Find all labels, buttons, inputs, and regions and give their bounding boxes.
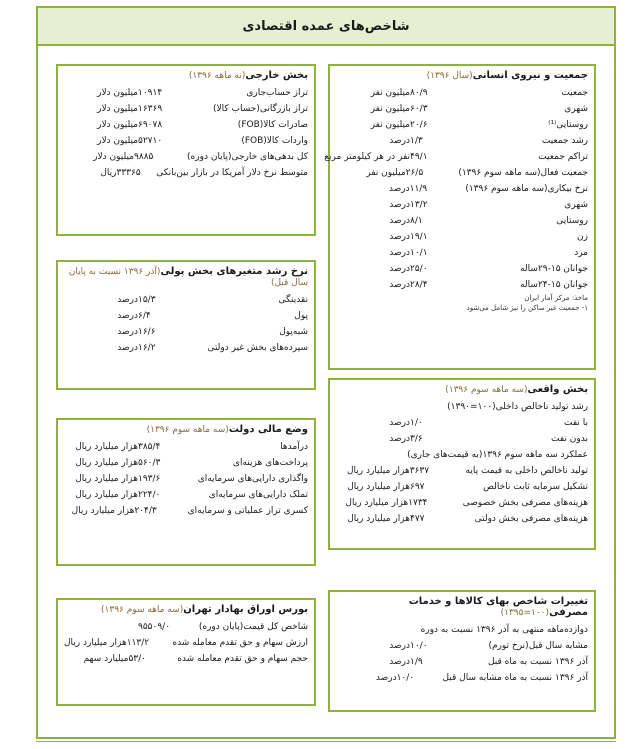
real-sector-row xyxy=(336,511,588,527)
real-sector-row-label: هزینه‌های مصرفی بخش دولتی xyxy=(474,514,588,524)
external-row xyxy=(64,101,308,117)
population-title-text: جمعیت و نیروی انسانی xyxy=(472,70,588,81)
external-row-value: ۵۲۷۱۰ xyxy=(138,136,163,146)
external-row xyxy=(64,165,308,181)
external-sector-section xyxy=(56,64,316,236)
monetary-row-unit: درصد xyxy=(117,343,138,353)
population-row xyxy=(336,165,588,181)
stock-row-value: ۱۱۳/۲ xyxy=(126,638,150,648)
fiscal-row xyxy=(64,503,308,519)
population-row-unit: درصد xyxy=(388,184,410,194)
real-sector-row-unit: هزار میلیارد ریال xyxy=(347,482,410,492)
fiscal-row xyxy=(64,471,308,487)
monetary-row-unit: درصد xyxy=(117,295,138,305)
monetary-row-label: پول xyxy=(294,311,308,321)
real-sector-row xyxy=(336,399,588,415)
population-row xyxy=(336,133,588,149)
population-row-label: جوانان ۱۵-۲۹ساله xyxy=(520,264,588,274)
fiscal-row-label: تملک دارایی‌های سرمایه‌ای xyxy=(208,490,308,500)
real-sector-row-label: تولید ناخالص داخلی به قیمت پایه xyxy=(465,466,588,476)
external-row-unit: میلیون دلار xyxy=(97,136,138,146)
real-sector-row xyxy=(336,495,588,511)
prices-row-unit: درصد xyxy=(375,673,397,683)
external-row-unit: میلیون دلار xyxy=(97,88,138,98)
population-row-unit: درصد xyxy=(389,200,410,210)
external-row-value: ۹۸۸۵ xyxy=(134,152,154,162)
population-row xyxy=(336,213,588,229)
monetary-row-value: ۱۶/۲ xyxy=(138,343,156,353)
fiscal-row-label: درآمدها xyxy=(280,442,308,452)
monetary-row-label: سپرده‌های بخش غیر دولتی xyxy=(207,343,308,353)
external-row xyxy=(64,133,308,149)
population-row-value: ۴۹/۱ xyxy=(410,152,428,162)
fiscal-title-text: وضع مالی دولت xyxy=(228,424,308,435)
population-row xyxy=(336,277,588,293)
fiscal-row xyxy=(64,487,308,503)
real-sector-row-label: با نفت xyxy=(563,418,588,428)
external-row-label: تراز بازرگانی(حساب کالا) xyxy=(212,104,308,114)
prices-row-label: آذر ۱۳۹۶ نسبت به ماه قبل xyxy=(487,657,588,667)
monetary-subtitle: (آذر ۱۳۹۶ نسبت به پایان سال قبل) xyxy=(68,267,308,288)
monetary-row-label: نقدینگی xyxy=(278,295,308,305)
external-title-text: بخش خارجی xyxy=(245,70,308,81)
stock-row-label: حجم سهام و حق تقدم معامله شده xyxy=(177,654,308,664)
prices-title xyxy=(336,594,588,622)
external-row-label: تراز حساب‌جاری xyxy=(246,88,308,98)
fiscal-section xyxy=(56,418,316,566)
fiscal-row-label: کسری تراز عملیاتی و سرمایه‌ای xyxy=(187,506,308,516)
monetary-row-label: شبه‌پول xyxy=(279,327,308,337)
external-row-unit: میلیون دلار xyxy=(97,104,138,114)
population-row-value: ۲۸/۴ xyxy=(410,280,428,290)
monetary-title xyxy=(64,264,308,292)
population-row-label: شهری xyxy=(564,200,588,210)
population-row-label: جوانان ۱۵-۲۴ساله xyxy=(520,280,588,290)
population-row-label: زن xyxy=(577,232,588,242)
real-sector-row-label: عملکرد سه ماهه سوم ۱۳۹۶(به قیمت‌های جاری) xyxy=(407,450,588,460)
prices-row-value: ۱۰/۰ xyxy=(396,673,415,683)
population-row-unit: درصد xyxy=(389,216,410,226)
population-row xyxy=(336,101,588,117)
prices-subtitle: (۱۰۰=۱۳۹۵) xyxy=(500,608,550,618)
external-row-value: ۱۰۹۱۴ xyxy=(138,88,163,98)
prices-row xyxy=(336,670,588,686)
population-row-label: نرخ بیکاری(سه ماهه سوم ۱۳۹۶) xyxy=(465,184,588,194)
external-row xyxy=(64,117,308,133)
prices-row-unit: درصد xyxy=(389,657,410,667)
population-row-label: روستایی xyxy=(556,216,588,226)
population-row xyxy=(336,181,588,197)
stock-exchange-section xyxy=(56,598,316,706)
population-row-unit: درصد xyxy=(389,280,410,290)
real-sector-row-value: ۳۶۳۷ xyxy=(409,466,430,476)
bottom-divider xyxy=(36,741,616,742)
monetary-row xyxy=(64,340,308,356)
stock-row-unit: هزار میلیارد ریال xyxy=(64,638,127,648)
stock-row xyxy=(64,651,308,667)
stock-row xyxy=(64,619,308,635)
real-sector-subtitle: (سه ماهه سوم ۱۳۹۶) xyxy=(445,385,528,395)
population-row-label: روستایی⁽¹⁾ xyxy=(548,120,588,130)
prices-row-label: آذر ۱۳۹۶ نسبت به ماه مشابه سال قبل xyxy=(442,673,588,683)
population-row-value: ۶۰/۳ xyxy=(410,104,428,114)
population-row xyxy=(336,197,588,213)
population-row-label: جمعیت فعال(سه ماهه سوم ۱۳۹۶) xyxy=(458,168,588,178)
monetary-row xyxy=(64,292,308,308)
real-sector-row xyxy=(336,479,588,495)
fiscal-row xyxy=(64,439,308,455)
real-sector-row-unit: درصد xyxy=(389,418,410,428)
fiscal-subtitle: (سه ماهه سوم ۱۳۹۶) xyxy=(146,425,229,435)
external-row xyxy=(64,85,308,101)
external-row-label: متوسط نرخ دلار آمریکا در بازار بین‌بانکی xyxy=(156,168,308,178)
stock-row-value: ۹۵۵۰۹/۰ xyxy=(138,622,171,632)
monetary-row xyxy=(64,308,308,324)
real-sector-title xyxy=(336,382,588,399)
population-note: ماخذ: مرکز آمار ایران xyxy=(524,294,588,302)
real-sector-row-unit: درصد xyxy=(389,434,410,444)
monetary-row-value: ۱۵/۳ xyxy=(138,295,156,305)
prices-row-value: ۱/۹ xyxy=(410,657,423,667)
stock-title-text: بورس اوراق بهادار تهران xyxy=(183,604,308,615)
fiscal-row-unit: هزار میلیارد ریال xyxy=(75,490,138,500)
population-section xyxy=(324,64,596,370)
external-row-value: ۳۳۳۶۵ xyxy=(116,168,141,178)
monetary-row xyxy=(64,324,308,340)
external-row-label: صادرات کالا(FOB) xyxy=(237,120,308,130)
prices-row xyxy=(336,654,588,670)
monetary-title-text: نرخ رشد متغیرهای بخش پولی xyxy=(160,266,308,277)
real-sector-title-text: بخش واقعی xyxy=(527,384,588,395)
fiscal-title xyxy=(64,422,308,439)
real-sector-row-value: ۳/۶ xyxy=(410,434,423,444)
real-sector-row-label: بدون نفت xyxy=(551,434,588,444)
fiscal-row-value: ۱۹۳/۶ xyxy=(138,474,161,484)
fiscal-row-unit: هزار میلیارد ریال xyxy=(71,506,135,516)
real-sector-row-unit: هزار میلیارد ریال xyxy=(346,466,410,476)
real-sector-row-value: ۴۷۷ xyxy=(410,514,425,524)
stock-subtitle: (سه ماهه سوم ۱۳۹۶) xyxy=(101,605,184,615)
real-sector-row-unit: هزار میلیارد ریال xyxy=(345,498,409,508)
stock-row-unit: میلیارد سهم xyxy=(83,654,129,664)
real-sector-row-value: ۱۷۳۴ xyxy=(408,498,428,508)
population-row-value: ۸۰/۹ xyxy=(410,88,428,98)
population-note: ۱- جمعیت غیر ساکن را نیز شامل می‌شود xyxy=(466,304,588,312)
population-row xyxy=(336,117,588,133)
population-row-unit: درصد xyxy=(389,232,410,242)
fiscal-row-label: پرداخت‌های هزینه‌ای xyxy=(232,458,308,468)
fiscal-row-unit: هزار میلیارد ریال xyxy=(75,442,138,452)
fiscal-row xyxy=(64,455,308,471)
stock-row-label: شاخص کل قیمت(پایان دوره) xyxy=(198,622,308,632)
population-title xyxy=(336,68,588,85)
prices-row-value: ۱۰/۰ xyxy=(410,641,428,651)
external-row-unit: ریال xyxy=(100,168,117,178)
prices-row-unit: درصد xyxy=(389,641,410,651)
fiscal-row-unit: هزار میلیارد ریال xyxy=(75,458,138,468)
population-row-unit: میلیون نفر xyxy=(370,120,410,130)
population-row-value: ۸/۱ xyxy=(410,216,423,226)
external-row-unit: میلیون دلار xyxy=(97,120,138,130)
real-sector-row xyxy=(336,463,588,479)
external-row-label: کل بدهی‌های خارجی(پایان دوره) xyxy=(187,152,308,162)
population-row-value: ۲۰/۶ xyxy=(410,120,428,130)
real-sector-section xyxy=(328,378,596,550)
population-row xyxy=(336,85,588,101)
real-sector-row-value: ۱/۰ xyxy=(410,418,423,428)
stock-row xyxy=(64,635,308,651)
fiscal-row-value: ۵۶۰/۳ xyxy=(138,458,161,468)
population-row-unit: میلیون نفر xyxy=(366,168,406,178)
real-sector-row xyxy=(336,447,588,463)
prices-row xyxy=(336,638,588,654)
real-sector-row-label: هزینه‌های مصرفی بخش خصوصی xyxy=(462,498,588,508)
monetary-row-unit: درصد xyxy=(117,327,138,337)
external-row-value: ۶۹۰۷۸ xyxy=(138,120,163,130)
population-row-unit: درصد xyxy=(389,248,410,258)
fiscal-row-label: واگذاری دارایی‌های سرمایه‌ای xyxy=(197,474,308,484)
prices-row-label: مشابه سال قبل(نرخ تورم) xyxy=(488,641,588,651)
fiscal-row-unit: هزار میلیارد ریال xyxy=(75,474,138,484)
stock-row-value: ۵۳/۰ xyxy=(128,654,146,664)
population-row-label: مرد xyxy=(574,248,588,258)
consumer-prices-section xyxy=(328,590,596,712)
external-row-value: ۱۶۳۶۹ xyxy=(138,104,163,114)
prices-title-text: تغییرات شاخص بهای کالاها و خدمات مصرفی xyxy=(408,596,588,618)
population-row xyxy=(336,261,588,277)
population-row-label: جمعیت xyxy=(561,88,588,98)
population-row-label: تراکم جمعیت xyxy=(538,152,588,162)
population-row-unit: درصد xyxy=(389,264,410,274)
prices-row xyxy=(336,622,588,638)
external-subtitle: (نه ماهه ۱۳۹۶) xyxy=(188,71,246,81)
external-row-label: واردات کالا(FOB) xyxy=(241,136,308,146)
external-row xyxy=(64,149,308,165)
real-sector-row-unit: هزار میلیارد ریال xyxy=(347,514,410,524)
population-row-value: ۱۰/۱ xyxy=(410,248,428,258)
population-row-value: ۱/۳ xyxy=(410,136,423,146)
population-subtitle: (سال ۱۳۹۶) xyxy=(426,71,473,81)
page-title: شاخص‌های عمده اقتصادی xyxy=(38,8,614,46)
fiscal-row-value: ۳۸۵/۴ xyxy=(138,442,161,452)
real-sector-row xyxy=(336,415,588,431)
population-row xyxy=(336,229,588,245)
population-row-unit: نفر در هر کیلومتر مربع xyxy=(324,152,410,162)
population-row-unit: میلیون نفر xyxy=(370,88,410,98)
stock-row-label: ارزش سهام و حق تقدم معامله شده xyxy=(172,638,308,648)
stock-title xyxy=(64,602,308,619)
population-row-label: شهری xyxy=(564,104,588,114)
population-row-unit: درصد xyxy=(389,136,410,146)
population-row-unit: میلیون نفر xyxy=(370,104,410,114)
real-sector-row-label: رشد تولید ناخالص داخلی(۱۰۰=۱۳۹۰) xyxy=(447,402,588,412)
monetary-row-value: ۶/۴ xyxy=(138,311,151,321)
population-row-value: ۱۹/۱ xyxy=(410,232,428,242)
population-row xyxy=(336,245,588,261)
real-sector-row xyxy=(336,431,588,447)
population-row-label: رشد جمعیت xyxy=(541,136,588,146)
population-row-value: ۲۵/۰ xyxy=(410,264,428,274)
population-row-value: ۲۶/۵ xyxy=(405,168,424,178)
population-row xyxy=(324,149,588,165)
real-sector-row-label: تشکیل سرمایه ثابت ناخالص xyxy=(483,482,588,492)
population-row-value: ۱۳/۲ xyxy=(410,200,428,210)
population-row-value: ۱۱/۹ xyxy=(409,184,428,194)
fiscal-row-value: ۲۰۴/۳ xyxy=(134,506,157,516)
monetary-row-unit: درصد xyxy=(117,311,138,321)
external-title xyxy=(64,68,308,85)
prices-row-label: دوازده‌ماهه منتهی به آذر ۱۳۹۶ نسبت به دوره xyxy=(420,625,588,635)
external-row-unit: میلیون دلار xyxy=(93,152,135,162)
monetary-row-value: ۱۶/۶ xyxy=(138,327,156,337)
monetary-sector-section xyxy=(56,260,316,390)
real-sector-row-value: ۶۹۷ xyxy=(410,482,425,492)
fiscal-row-value: ۲۲۴/۰ xyxy=(138,490,161,500)
